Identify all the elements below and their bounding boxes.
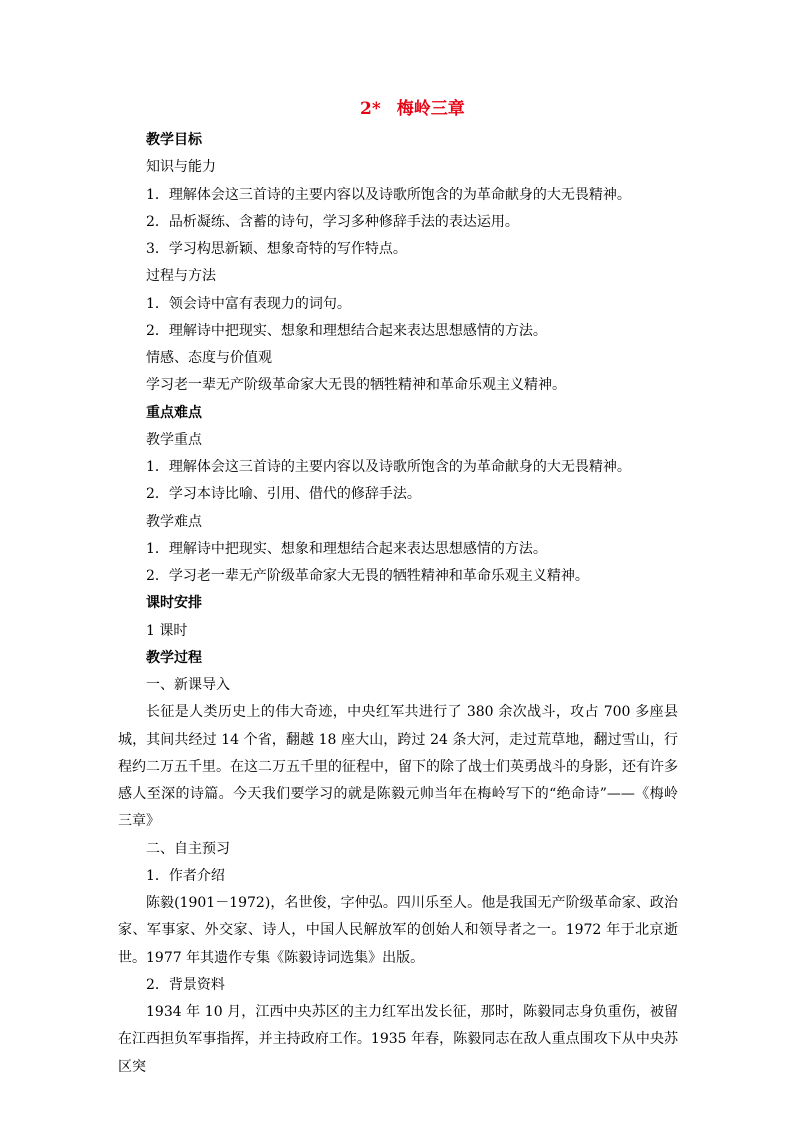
- subheading-knowledge: 知识与能力: [146, 159, 216, 176]
- author-paragraph: 陈毅(1901－1972)，名世俊，字仲弘。四川乐至人。他是我国无产阶级革命家、政治家、军事家、外交家、诗人，中国人民解放军的创始人和领导者之一。1972 年于北京逝世。1977 年其遗作专集《陈毅诗词选集》出版。: [118, 895, 678, 966]
- list-item: 1．理解体会这三首诗的主要内容以及诗歌所饱含的为革命献身的大无畏精神。: [146, 459, 631, 475]
- document-title: [360, 97, 465, 121]
- list-item: 2．学习本诗比喻、引用、借代的修辞手法。: [146, 486, 421, 503]
- list-item: 1．理解体会这三首诗的主要内容以及诗歌所饱含的为革命献身的大无畏精神。: [146, 186, 631, 203]
- list-item: 1．领会诗中富有表现力的词句。: [146, 295, 351, 312]
- intro-paragraph: 长征是人类历史上的伟大奇迹，中央红军共进行了 380 余次战斗，攻占 700 多座县城，其间共经过 14 个省，翻越 18 座大山，跨过 24 条大河，走过荒草地，翻过雪山，行程约二万五千里。在这二万五千里的征程中，留下的除了战士们英勇战斗的身影，还有许多感人至深的诗篇。今天我们要学习的就是陈毅元帅当年在梅岭写下的“绝命诗”——《梅岭三章》: [118, 704, 678, 830]
- list-item: 2．品析凝练、含蓄的诗句，学习多种修辞手法的表达运用。: [146, 213, 519, 230]
- title-text: 梅岭三章: [396, 99, 465, 119]
- subheading-intro: 一、新课导入: [146, 677, 230, 693]
- background-paragraph: 1934 年 10 月，江西中央苏区的主力红军出发长征，那时，陈毅同志身负重伤，被留在江西担负军事指挥，并主持政府工作。1935 年春，陈毅同志在敌人重点围攻下从中央苏区突: [118, 1004, 678, 1075]
- list-item: 2．理解诗中把现实、想象和理想结合起来表达思想感情的方法。: [146, 322, 547, 339]
- subheading-process: 过程与方法: [146, 268, 216, 285]
- list-item: 2．学习老一辈无产阶级革命家大无畏的牺牲精神和革命乐观主义精神。: [146, 568, 589, 584]
- list-item: 1．理解诗中把现实、想象和理想结合起来表达思想感情的方法。: [146, 540, 547, 557]
- section-heading-schedule: 课时安排: [146, 595, 202, 612]
- title-number: 2*: [360, 99, 381, 119]
- document-body: [118, 127, 678, 1081]
- schedule-text: 1 课时: [146, 622, 188, 639]
- section-heading-key-points: 重点难点: [146, 404, 202, 421]
- subheading-author: 1．作者介绍: [146, 867, 225, 884]
- emotion-text: 学习老一辈无产阶级革命家大无畏的牺牲精神和革命乐观主义精神。: [146, 377, 566, 394]
- subheading-focus: 教学重点: [146, 431, 202, 448]
- subheading-preview: 二、自主预习: [146, 840, 230, 857]
- subheading-difficulty: 教学难点: [146, 513, 202, 530]
- section-heading-objectives: 教学目标: [146, 132, 202, 148]
- subheading-background: 2．背景资料: [146, 976, 225, 993]
- section-heading-teaching: 教学过程: [146, 649, 202, 666]
- list-item: 3．学习构思新颖、想象奇特的写作特点。: [146, 241, 407, 257]
- subheading-emotion: 情感、态度与价值观: [146, 350, 272, 366]
